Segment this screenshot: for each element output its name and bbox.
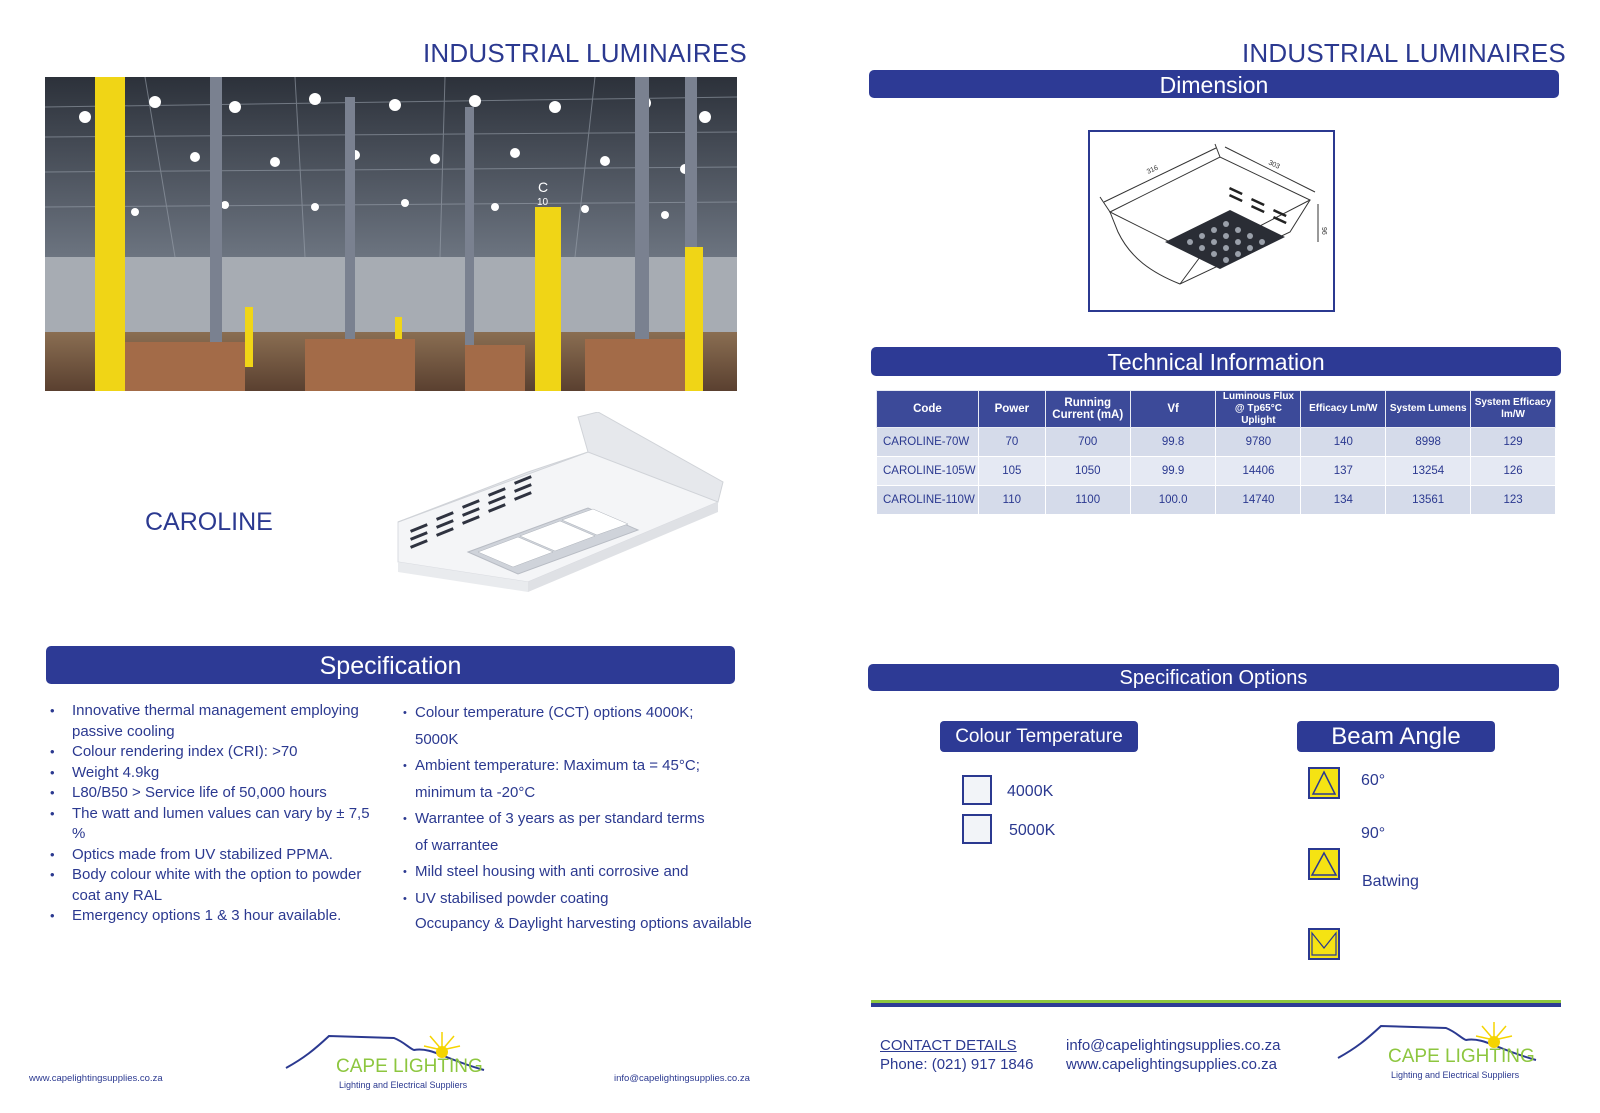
cell: CAROLINE-105W <box>877 457 979 486</box>
cell: 14406 <box>1216 457 1301 486</box>
col-header: Running Current (mA) <box>1045 391 1130 428</box>
spec-item: • The watt and lumen values can vary by ± 7,5 % <box>46 804 381 845</box>
footer-website[interactable]: www.capelightingsupplies.co.za <box>29 1073 163 1084</box>
logo-tagline: Lighting and Electrical Suppliers <box>339 1080 468 1090</box>
spec-item: • Colour temperature (CCT) options 4000K; 5000K <box>403 700 713 753</box>
spec-item: • Emergency options 1 & 3 hour available. <box>46 906 381 927</box>
product-name: CAROLINE <box>145 508 273 536</box>
beam-60-triangle-icon <box>1310 769 1338 797</box>
svg-text:10: 10 <box>537 197 549 208</box>
beam-angle-header: Beam Angle <box>1297 721 1495 752</box>
col-header: Power <box>978 391 1045 428</box>
colour-temp-header: Colour Temperature <box>940 721 1138 752</box>
spec-item: • Colour rendering index (CRI): >70 <box>46 742 381 763</box>
cell: 100.0 <box>1130 486 1216 515</box>
cell: 70 <box>978 428 1045 457</box>
dimension-drawing <box>1088 130 1335 312</box>
warehouse-photo-icon <box>45 77 737 391</box>
dimension-drawing-icon <box>1090 132 1333 310</box>
cell: 134 <box>1301 486 1386 515</box>
spec-item: • UV stabilised powder coating <box>403 886 713 913</box>
col-header: Code <box>877 391 979 428</box>
spec-item: • Weight 4.9kg <box>46 763 381 784</box>
contact-website[interactable]: www.capelightingsupplies.co.za <box>1066 1056 1277 1073</box>
beam-batwing-icon[interactable] <box>1308 928 1340 960</box>
beam-60-icon[interactable] <box>1308 767 1340 799</box>
cell: 129 <box>1471 428 1556 457</box>
table-row <box>877 428 1556 457</box>
logo-tagline: Lighting and Electrical Suppliers <box>1391 1070 1520 1080</box>
spec-item: • L80/B50 > Service life of 50,000 hours <box>46 783 381 804</box>
spec-item: • Ambient temperature: Maximum ta = 45°C; minimum ta -20°C <box>403 753 713 806</box>
col-header: System Efficacy lm/W <box>1471 391 1556 428</box>
cell: 140 <box>1301 428 1386 457</box>
cell: 8998 <box>1386 428 1471 457</box>
right-page-title: INDUSTRIAL LUMINAIRES <box>1242 38 1566 68</box>
svg-text:96: 96 <box>1320 227 1327 235</box>
spec-right-list <box>403 700 713 912</box>
luminaire-icon <box>388 412 728 612</box>
spec-item: • Warrantee of 3 years as per standard terms of warrantee <box>403 806 713 859</box>
warehouse-photo <box>45 77 737 391</box>
left-page-title: INDUSTRIAL LUMINAIRES <box>423 38 747 68</box>
cape-lighting-logo-right <box>1336 1018 1541 1088</box>
spec-item: • Mild steel housing with anti corrosive and <box>403 859 713 886</box>
svg-text:303: 303 <box>1267 159 1281 171</box>
cell: 13561 <box>1386 486 1471 515</box>
contact-phone[interactable]: Phone: (021) 917 1846 <box>880 1056 1034 1073</box>
cell: 700 <box>1045 428 1130 457</box>
spec-header: Specification <box>46 646 735 684</box>
col-header: Luminous Flux @ Tp65°C Uplight <box>1216 391 1301 428</box>
luminaire-image <box>388 412 728 612</box>
cell: 1100 <box>1045 486 1130 515</box>
cape-lighting-logo <box>284 1028 489 1098</box>
spec-left-list <box>46 701 381 927</box>
beam-90-triangle-icon <box>1310 850 1338 878</box>
logo-name: CAPE LIGHTING <box>1388 1046 1535 1067</box>
beam-90-label: 90° <box>1361 825 1386 842</box>
beam-batwing-shape-icon <box>1310 930 1338 958</box>
spec-item-occupancy: Occupancy & Daylight harvesting options available <box>415 915 752 932</box>
checkbox-4000k[interactable] <box>962 775 992 805</box>
spec-item: • Optics made from UV stabilized PPMA. <box>46 845 381 866</box>
svg-text:C: C <box>538 179 549 195</box>
cell: CAROLINE-110W <box>877 486 979 515</box>
table-row <box>877 457 1556 486</box>
cell: 105 <box>978 457 1045 486</box>
cell: 99.8 <box>1130 428 1216 457</box>
svg-text:316: 316 <box>1145 164 1160 176</box>
cell: 126 <box>1471 457 1556 486</box>
cell: 99.9 <box>1130 457 1216 486</box>
cell: 137 <box>1301 457 1386 486</box>
checkbox-5000k[interactable] <box>962 814 992 844</box>
option-4000k-label: 4000K <box>1007 783 1054 800</box>
beam-60-label: 60° <box>1361 772 1386 789</box>
col-header: System Lumens <box>1386 391 1471 428</box>
cell: 1050 <box>1045 457 1130 486</box>
col-header: Efficacy Lm/W <box>1301 391 1386 428</box>
tech-table <box>876 390 1556 515</box>
footer-divider-blue <box>871 1003 1561 1007</box>
cell: 123 <box>1471 486 1556 515</box>
dimension-header: Dimension <box>869 70 1559 98</box>
cell: 14740 <box>1216 486 1301 515</box>
tech-info-header: Technical Information <box>871 347 1561 376</box>
contact-title: CONTACT DETAILS <box>880 1037 1017 1054</box>
spec-item: • Innovative thermal management employing passive cooling <box>46 701 381 742</box>
option-5000k-label: 5000K <box>1009 822 1056 839</box>
logo-name: CAPE LIGHTING <box>336 1056 483 1077</box>
beam-batwing-label: Batwing <box>1362 873 1419 890</box>
cell: 110 <box>978 486 1045 515</box>
col-header: Vf <box>1130 391 1216 428</box>
beam-90-icon[interactable] <box>1308 848 1340 880</box>
table-row <box>877 486 1556 515</box>
cell: CAROLINE-70W <box>877 428 979 457</box>
footer-email[interactable]: info@capelightingsupplies.co.za <box>614 1073 750 1084</box>
cell: 9780 <box>1216 428 1301 457</box>
spec-item: • Body colour white with the option to powder coat any RAL <box>46 865 381 906</box>
cell: 13254 <box>1386 457 1471 486</box>
contact-email[interactable]: info@capelightingsupplies.co.za <box>1066 1037 1281 1054</box>
spec-options-header: Specification Options <box>868 664 1559 691</box>
